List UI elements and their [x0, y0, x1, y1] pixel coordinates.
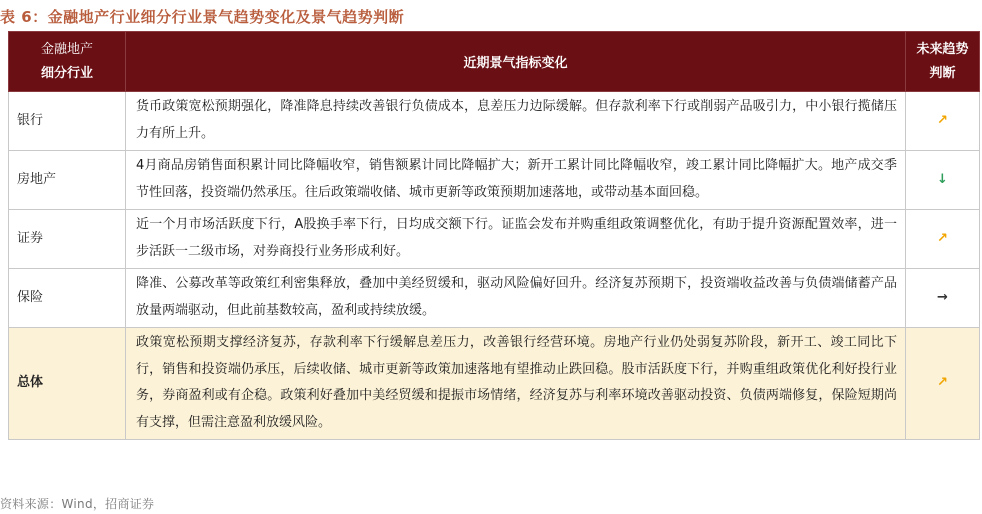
- description-cell: 政策宽松预期支撑经济复苏，存款利率下行缓解息差压力，改善银行经营环境。房地产行业仍处弱复苏阶段，新开工、竣工同比下行，销售和投资端仍承压，后续收储、城市更新等政策加速落地有望推动止跌回稳。股市活跃度下行，并购重组政策优化利好投行业务，券商盈利或有企稳。政策利好叠加中美经贸缓和提振市场情绪，经济复苏与利率环境改善驱动投资、负债两端修复，保险短期尚有支撑，但需注意盈利放缓风险。: [126, 328, 906, 440]
- table-row: [9, 92, 980, 151]
- header-sector-line2: 细分行业: [40, 65, 93, 81]
- description-cell: 4月商品房销售面积累计同比降幅收窄，销售额累计同比降幅扩大；新开工累计同比降幅收窄，竣工累计同比降幅扩大。地产成交季节性回落，投资端仍然承压。往后政策端收储、城市更新等政策预期加速落地，或带动基本面回稳。: [126, 151, 906, 210]
- summary-row: [9, 328, 980, 440]
- header-sector-line1: 金融地产: [40, 41, 93, 57]
- description-cell: 降准、公募改革等政策红利密集释放，叠加中美经贸缓和，驱动风险偏好回升。经济复苏预期下，投资端收益改善与负债端储蓄产品放量两端驱动，但此前基数较高，盈利或持续放缓。: [126, 269, 906, 328]
- header-sector: [9, 32, 126, 92]
- table-header-row: [9, 32, 980, 92]
- trend-up-icon: ↗: [906, 210, 980, 269]
- trend-down-icon: ↓: [906, 151, 980, 210]
- sector-cell: 房地产: [9, 151, 126, 210]
- table-row: [9, 151, 980, 210]
- header-indicator-change: 近期景气指标变化: [126, 32, 906, 92]
- description-cell: 货币政策宽松预期强化，降准降息持续改善银行负债成本，息差压力边际缓解。但存款利率下行或削弱产品吸引力，中小银行揽储压力有所上升。: [126, 92, 906, 151]
- trend-flat-icon: →: [906, 269, 980, 328]
- table-row: [9, 210, 980, 269]
- source-note: 资料来源：Wind，招商证券: [0, 497, 155, 511]
- sector-cell: 证券: [9, 210, 126, 269]
- sector-trend-table: [8, 31, 980, 440]
- header-trend: [906, 32, 980, 92]
- table-row: [9, 269, 980, 328]
- sector-cell: 银行: [9, 92, 126, 151]
- trend-up-icon: ↗: [906, 92, 980, 151]
- header-trend-line1: 未来趋势: [916, 41, 969, 57]
- header-trend-line2: 判断: [929, 65, 956, 81]
- table-title: 表 6：金融地产行业细分行业景气趋势变化及景气趋势判断: [0, 8, 405, 26]
- description-cell: 近一个月市场活跃度下行，A股换手率下行，日均成交额下行。证监会发布并购重组政策调整优化，有助于提升资源配置效率，进一步活跃一二级市场，对券商投行业务形成利好。: [126, 210, 906, 269]
- trend-up-icon: ↗: [906, 328, 980, 440]
- sector-cell: 总体: [9, 328, 126, 440]
- sector-cell: 保险: [9, 269, 126, 328]
